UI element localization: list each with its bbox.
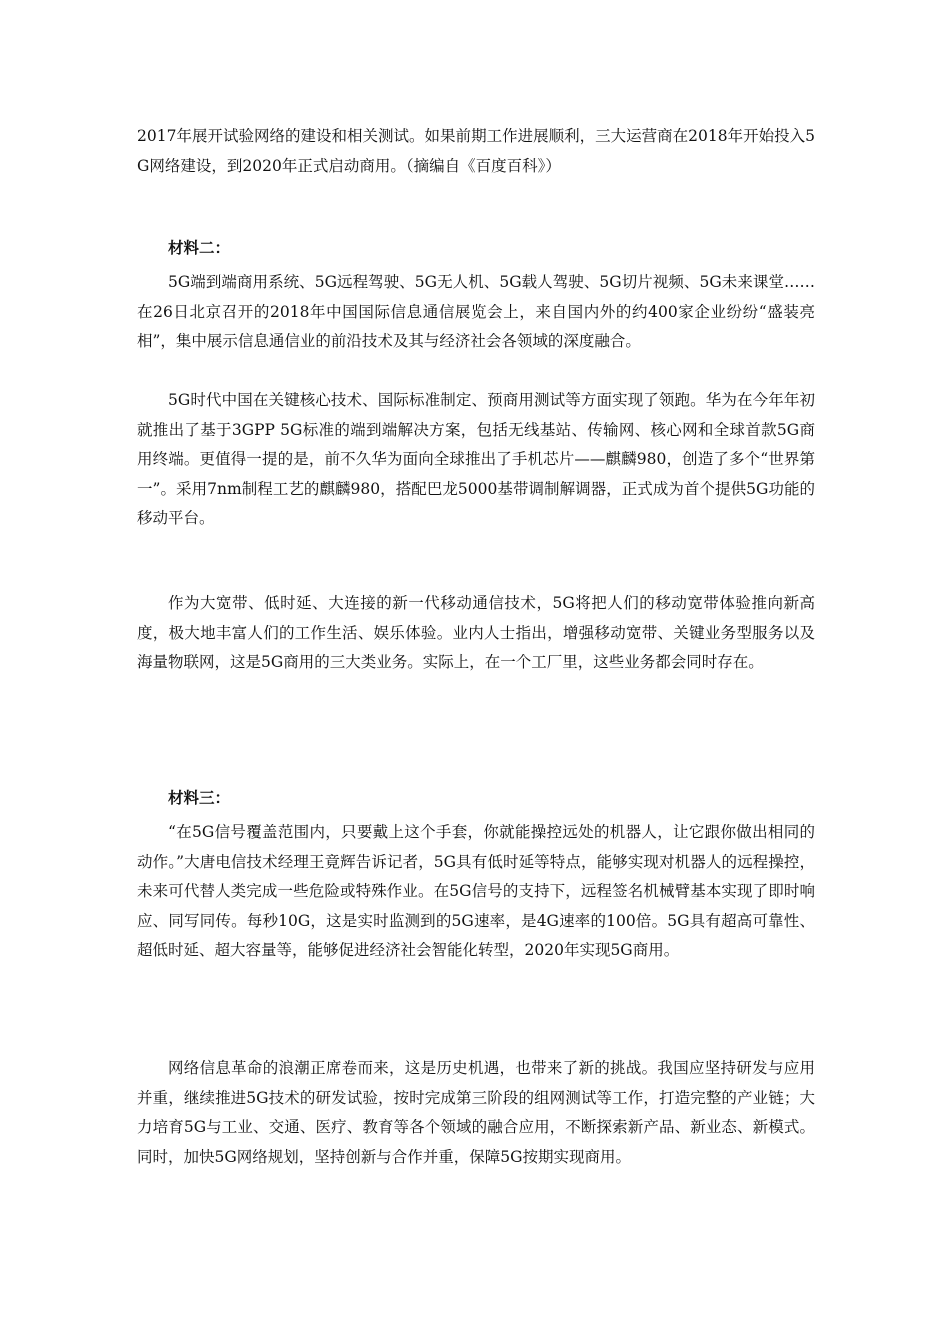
material-two-paragraph-1: 5G端到端商用系统、5G远程驾驶、5G无人机、5G载人驾驶、5G切片视频、5G未来课堂……在26日北京召开的2018年中国国际信息通信展览会上，来自国内外的约400家企业纷纷“盛装亮相”，集中展示信息通信业的前沿技术及其与经济社会各领域的深度融合。 [137, 273, 815, 350]
intro-paragraph: 2017年展开试验网络的建设和相关测试。如果前期工作进展顺利，三大运营商在2018年开始投入5G网络建设，到2020年正式启动商用。（摘编自《百度百科》） [137, 127, 815, 175]
material-three-paragraph-1: “在5G信号覆盖范围内，只要戴上这个手套，你就能操控远处的机器人，让它跟你做出相同的动作。”大唐电信技术经理王竟辉告诉记者，5G具有低时延等特点，能够实现对机器人的远程操控，未来可代替人类完成一些危险或特殊作业。在5G信号的支持下，远程签名机械臂基本实现了即时响应、同写同传。每秒10G，这是实时监测到的5G速率，是4G速率的100倍。5G具有超高可靠性、超低时延、超大容量等，能够促进经济社会智能化转型，2020年实现5G商用。 [137, 823, 815, 959]
material-two-heading: 材料二： [168, 238, 231, 257]
material-two-paragraph-3: 作为大宽带、低时延、大连接的新一代移动通信技术，5G将把人们的移动宽带体验推向新高度，极大地丰富人们的工作生活、娱乐体验。业内人士指出，增强移动宽带、关键业务型服务以及海量物联网，这是5G商用的三大类业务。实际上，在一个工厂里，这些业务都会同时存在。 [137, 594, 815, 671]
material-three-paragraph-2: 网络信息革命的浪潮正席卷而来，这是历史机遇，也带来了新的挑战。我国应坚持研发与应用并重，继续推进5G技术的研发试验，按时完成第三阶段的组网测试等工作，打造完整的产业链；大力培育5G与工业、交通、医疗、教育等各个领域的融合应用，不断探索新产品、新业态、新模式。同时，加快5G网络规划，坚持创新与合作并重，保障5G按期实现商用。 [137, 1059, 815, 1166]
material-two-paragraph-2: 5G时代中国在关键核心技术、国际标准制定、预商用测试等方面实现了领跑。华为在今年年初就推出了基于3GPP 5G标准的端到端解决方案，包括无线基站、传输网、核心网和全球首款5G商用终端。更值得一提的是，前不久华为面向全球推出了手机芯片——麒麟980，创造了多个“世界第一”。采用7nm制程工艺的麒麟980，搭配巴龙5000基带调制解调器，正式成为首个提供5G功能的移动平台。 [137, 391, 815, 527]
material-three-heading: 材料三： [168, 788, 231, 807]
